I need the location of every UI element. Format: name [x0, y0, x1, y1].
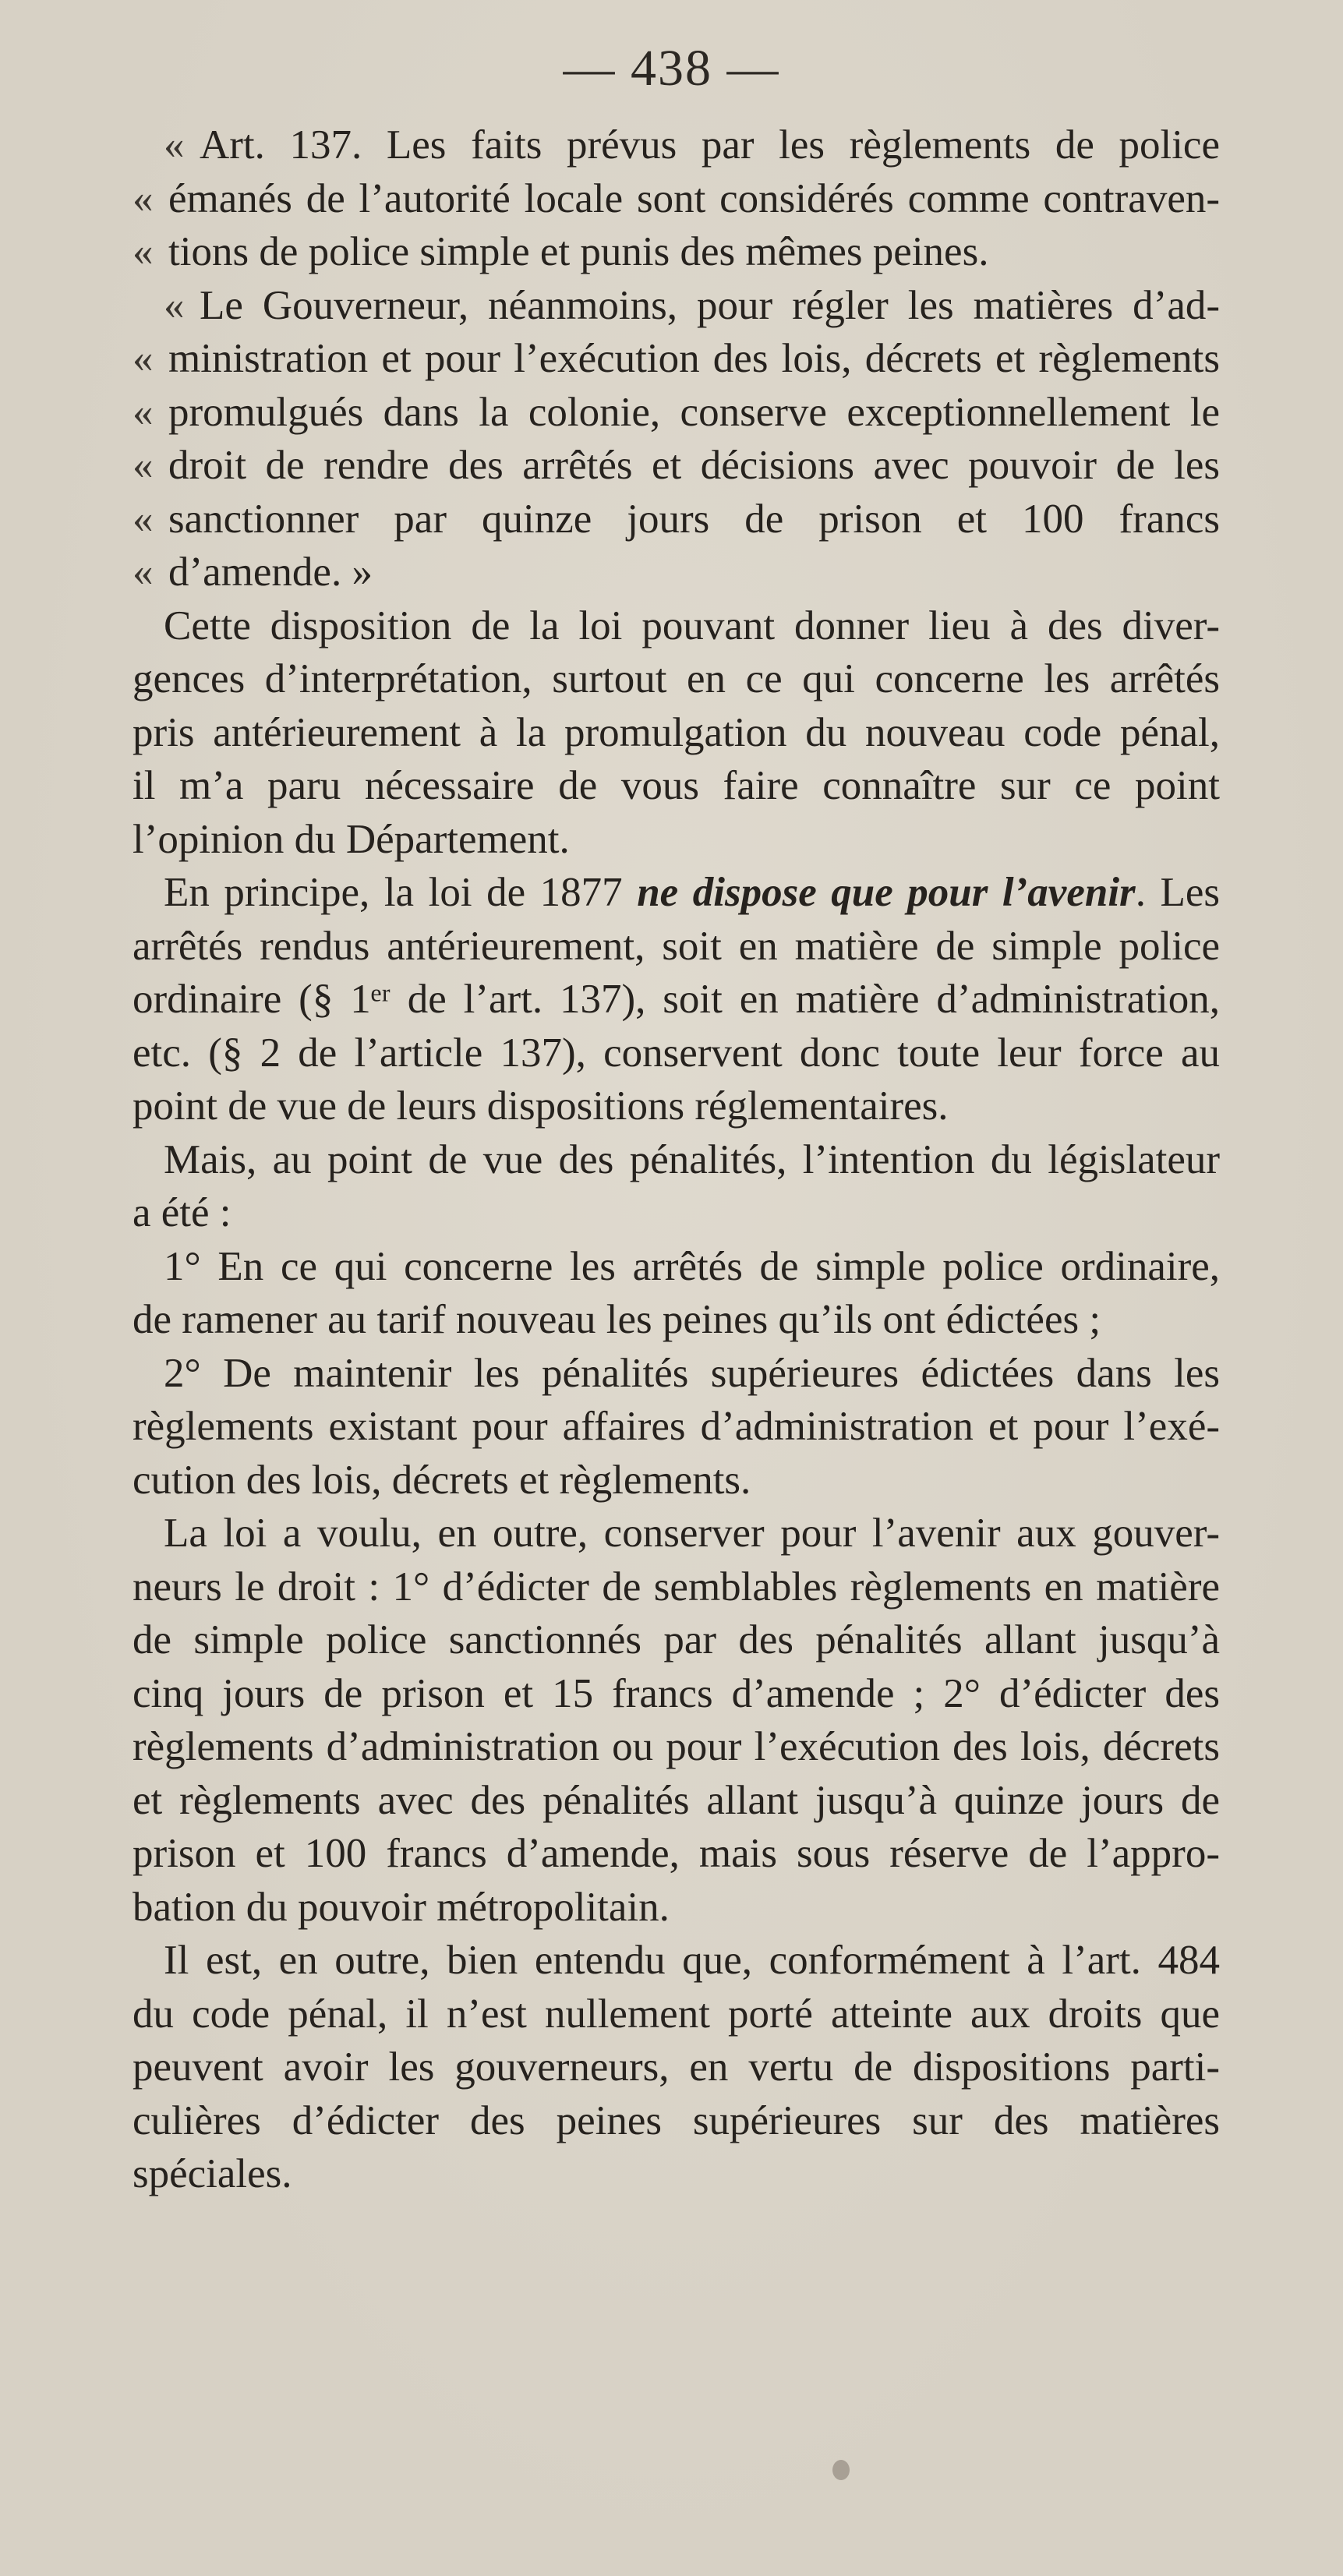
quote-line: « promulgués dans la colonie, conserve exceptionnellement le — [133, 386, 1220, 440]
paragraph-point-1 — [133, 1240, 1220, 1347]
paragraph-article-484 — [133, 1934, 1220, 2201]
quote-marker: « — [164, 282, 185, 328]
text-line: règlements d’administration ou pour l’exécution des lois, décrets — [133, 1724, 1220, 1769]
text-line: il m’a paru nécessaire de vous faire connaître sur ce point — [133, 763, 1220, 808]
text-line: a été : — [133, 1190, 231, 1235]
quote-line: « émanés de l’autorité locale sont considérés comme contraven- — [133, 172, 1220, 226]
paper-blemish — [832, 2460, 850, 2480]
page-number: — 438 — — [563, 40, 780, 97]
text-line: 1° En ce qui concerne les arrêtés de simple police ordinaire, — [164, 1243, 1220, 1289]
text-line: etc. (§ 2 de l’article 137), conservent donc toute leur force au — [133, 1030, 1220, 1076]
text-line: Mais, au point de vue des pénalités, l’intention du législateur — [164, 1136, 1220, 1182]
paragraph-point-2 — [133, 1347, 1220, 1507]
text-line: cinq jours de prison et 15 francs d’amende ; 2° d’édicter des — [133, 1670, 1220, 1716]
quote-marker: « — [133, 389, 154, 435]
text-line: pris antérieurement à la promulgation du nouveau code pénal, — [133, 709, 1220, 755]
text-line: et règlements avec des pénalités allant jusqu’à quinze jours de — [133, 1777, 1220, 1823]
text-line: En principe, la loi de 1877 ne dispose que pour l’avenir. Les — [164, 870, 1220, 915]
text-line: 2° De maintenir les pénalités supérieures édictées dans les — [164, 1350, 1220, 1396]
quote-line: « sanctionner par quinze jours de prison et 100 francs — [133, 493, 1220, 546]
quote-marker: « — [164, 122, 185, 168]
quoted-article — [133, 118, 1220, 599]
quote-marker: « — [133, 443, 154, 488]
quote-line: « Le Gouverneur, néanmoins, pour régler les matières d’ad- — [133, 279, 1220, 333]
paragraph-interpretation — [133, 599, 1220, 867]
text-line: neurs le droit : 1° d’édicter de semblables règlements en matière — [133, 1564, 1220, 1610]
text-line: Il est, en outre, bien entendu que, conformément à l’art. 484 — [164, 1938, 1220, 1983]
text-line: bation du pouvoir métropolitain. — [133, 1884, 670, 1930]
quote-line: « droit de rendre des arrêtés et décisions avec pouvoir de les — [133, 439, 1220, 493]
text-line: cution des lois, décrets et règlements. — [133, 1457, 751, 1503]
text-line: du code pénal, il n’est nullement porté atteinte aux droits que — [133, 1991, 1220, 2037]
text-line: ordinaire (§ 1ᵉʳ de l’art. 137), soit en matière d’administration, — [133, 977, 1220, 1022]
paragraph-penalties-intro — [133, 1133, 1220, 1240]
quote-line: « tions de police simple et punis des mêmes peines. — [133, 225, 1220, 279]
text-line: de simple police sanctionnés par des pénalités allant jusqu’à — [133, 1617, 1220, 1663]
quote-marker: « — [133, 549, 154, 595]
page-body — [133, 118, 1220, 2201]
paragraph-principle — [133, 866, 1220, 1133]
quote-marker: « — [133, 229, 154, 274]
text-line: peuvent avoir les gouverneurs, en vertu de dispositions parti- — [133, 2044, 1220, 2090]
text-line: prison et 100 francs d’amende, mais sous réserve de l’appro- — [133, 1831, 1220, 1876]
quote-marker: « — [133, 175, 154, 221]
text-line: point de vue de leurs dispositions réglementaires. — [133, 1083, 949, 1129]
text-line: règlements existant pour affaires d’administration et pour l’exé- — [133, 1404, 1220, 1449]
text-line: La loi a voulu, en outre, conserver pour l’avenir aux gouver- — [164, 1511, 1220, 1556]
text-line: gences d’interprétation, surtout en ce qui concerne les arrêtés — [133, 656, 1220, 701]
text-line: culières d’édicter des peines supérieures sur des matières — [133, 2097, 1220, 2143]
text-line: l’opinion du Département. — [133, 816, 570, 862]
quote-marker: « — [133, 336, 154, 381]
text-line: arrêtés rendus antérieurement, soit en matière de simple police — [133, 923, 1220, 969]
text-line: de ramener au tarif nouveau les peines qu’ils ont édictées ; — [133, 1297, 1101, 1342]
quote-marker: « — [133, 496, 154, 542]
emphasis-text: ne dispose que pour l’avenir — [637, 870, 1136, 915]
quote-line: « ministration et pour l’exécution des lois, décrets et règlements — [133, 332, 1220, 386]
text-line: spéciales. — [133, 2151, 292, 2196]
paragraph-governors-rights — [133, 1507, 1220, 1934]
quote-line: « Art. 137. Les faits prévus par les règlements de police — [133, 118, 1220, 172]
quote-line: « d’amende. » — [133, 546, 1220, 599]
text-line: Cette disposition de la loi pouvant donner lieu à des diver- — [164, 602, 1220, 648]
